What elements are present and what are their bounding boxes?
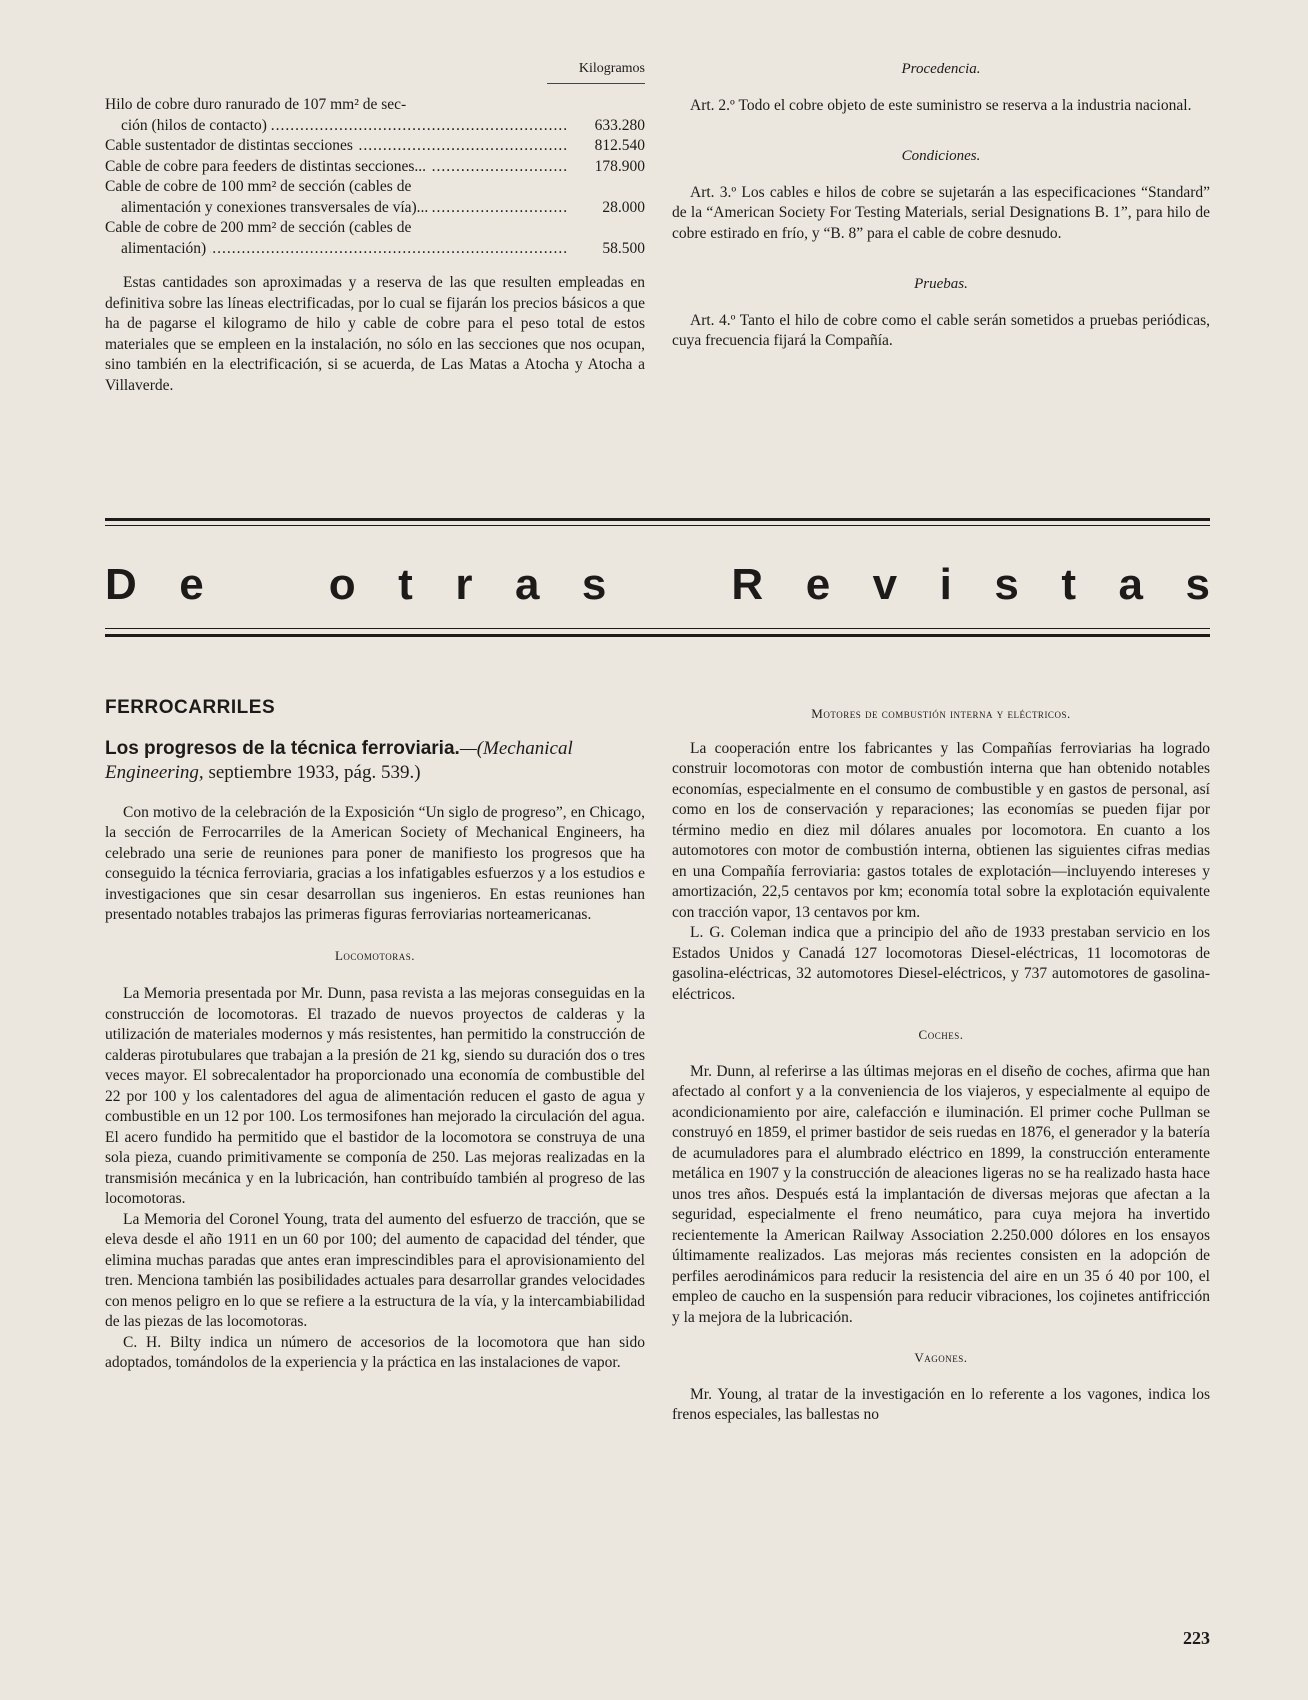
rule — [105, 525, 1210, 526]
section-banner — [105, 518, 1210, 648]
quantity-item — [105, 157, 645, 178]
articles-column — [672, 55, 1210, 352]
vagones-heading: Vagones. — [914, 1350, 968, 1365]
paragraph: Mr. Dunn, al referirse a las últimas mejoras en el diseño de coches, afirma que han afectado al confort y a la conveniencia de los viajeros, y especialmente al equipo de acondicionamiento por aire, calefacción e iluminación. El primer coche Pullman se construyó en 1859, el primer bastidor de seis ruedas en 1876, el generador y la batería de acumuladores para el alumbrado eléctrico en 1899, la construcción enteramente metálica en 1907 y la construcción de aleaciones ligeras no se ha realizado hasta hace unos tres años. Después está la implantación de diversas mejoras que afectan a la seguridad, especialmente el freno neumático, para cuya mejora ha invertido recientemente la American Railway Association 2.250.000 dólores en los ensayos últimamente realizados. Las mejoras más recientes consisten en la adopción de perfiles aerodinámicos para reducir la resistencia del aire en un 35 ó 40 por 100, el empleo de caucho en la suspensión para reducir vibraciones, los cojinetes antifricción y la mejora de la lubricación. — [672, 1062, 1210, 1326]
banner-letter: s — [581, 560, 607, 609]
paragraph: La Memoria del Coronel Young, trata del aumento del esfuerzo de tracción, que se eleva desde el año 1911 en un 60 por 100; del aumento de capacidad del ténder, que elimina muchas paradas que antes eran imprescindibles para el aprovisionamiento del tren. Menciona también las posibilidades actuales para desarrollar grandes velocidades con menos peligro en lo que se refiere a la estructura de la vía, y la intercambiabilidad de las piezas de las locomotoras. — [105, 1210, 645, 1330]
banner-letter: t — [398, 560, 413, 609]
banner-letter: e — [179, 560, 204, 609]
ferrocarriles-column — [105, 698, 645, 1374]
procedencia-heading: Procedencia. — [901, 61, 981, 77]
article-source: —(Mechanical Engineering, — [105, 737, 573, 783]
quantities-note: Estas cantidades son aproximadas y a reserva de las que resulten empleadas en definitiva sobre las líneas electrificadas, por lo cual se fijarán los precios básicos a que ha de pagarse el kilogramo de hilo y cable de cobre para el peso total de estos materiales que se empleen en la instalación, no sólo en las secciones que nos ocupan, sino también en la electrificación, si se acuerda, de Las Matas a Atocha y Atocha a Villaverde. — [105, 274, 645, 394]
motores-heading: Motores de combustión interna y eléctricos. — [811, 706, 1071, 721]
quantity-item — [105, 218, 645, 259]
banner-letter: o — [328, 560, 356, 609]
article-title-text: Los progresos de la técnica ferroviaria. — [105, 737, 460, 759]
banner-letter: e — [805, 560, 831, 609]
locomotoras-heading: Locomotoras. — [334, 947, 416, 963]
section-heading: FERROCARRILES — [105, 697, 276, 718]
article-4: Art. 4.º Tanto el hilo de cobre como el cable serán sometidos a pruebas periódicas, cuya frecuencia fijará la Compañía. — [672, 311, 1210, 349]
item-line: Cable de cobre de 200 mm² de sección (cables de — [105, 219, 412, 236]
item-line: Cable de cobre de 100 mm² de sección (cables de — [105, 178, 412, 195]
paragraph: L. G. Coleman indica que a principio del año de 1933 prestaban servicio en los Estados Unidos y Canadá 127 locomotoras Diesel-eléctricas, 11 locomotoras de gasolina-eléctricas, 32 automotores Diesel-eléctricos, y 737 automotores de gasolina-eléctricos. — [672, 924, 1210, 1003]
coches-heading: Coches. — [918, 1027, 964, 1042]
item-quantity: 633.280 — [594, 116, 645, 134]
banner-letter: R — [731, 560, 764, 609]
item-description: alimentación y conexiones transversales de vía)... — [105, 198, 432, 219]
item-quantity: 812.540 — [594, 137, 645, 154]
article-2: Art. 2.º Todo el cobre objeto de este suministro se reserva a la industria nacional. — [690, 96, 1192, 114]
banner-letter: s — [994, 560, 1019, 609]
item-description: Cable de cobre para feeders de distintas secciones... — [105, 158, 430, 175]
item-description: Cable sustentador de distintas secciones — [105, 137, 357, 154]
rule — [105, 634, 1210, 637]
item-quantity: 178.900 — [594, 157, 645, 175]
condiciones-heading: Condiciones. — [901, 148, 981, 164]
article-date: septiembre 1933, pág. 539.) — [203, 761, 421, 783]
rule — [105, 628, 1210, 629]
quantity-item — [105, 95, 645, 136]
banner-letter: s — [1185, 560, 1210, 609]
banner-letter: v — [872, 560, 898, 609]
paragraph: Mr. Young, al tratar de la investigación en lo referente a los vagones, indica los frenos especiales, las ballestas no — [672, 1385, 1210, 1423]
paragraph: La Memoria presentada por Mr. Dunn, pasa revista a las mejoras conseguidas en la construcción de locomotoras. El trazado de nuevos proyectos de calderas y la utilización de materiales modernos y más resistentes, han permitido la construcción de calderas pirotubulares que trabajan a la presión de 21 kg, siendo su duración dos o tres veces mayor. El sobrecalentador ha proporcionado una economía de combustible del 22 por 100 y los calentadores del agua de alimentación reducen el gasto de agua y combustible en un 12 por 100. Los termosifones han mejorado la circulación del agua. El acero fundido ha permitido que el bastidor de la locomotora se construya de una sola pieza, cuando primitivamente se componía de 250. Las mejoras realizadas en la transmisión mecánica y en la lubricación, han contribuído también al progreso de las locomotoras. — [105, 985, 645, 1207]
banner-title — [105, 560, 1210, 610]
banner-letter: D — [105, 560, 137, 609]
banner-letter: a — [514, 560, 540, 609]
quantity-item — [105, 177, 645, 218]
item-quantity: 28.000 — [602, 198, 645, 216]
quantity-item — [105, 136, 645, 157]
paragraph: C. H. Bilty indica un número de accesorios de la locomotora que han sido adoptados, tomándolos de la experiencia y la práctica en las instalaciones de vapor. — [105, 1333, 645, 1371]
pruebas-heading: Pruebas. — [914, 276, 968, 292]
banner-letter: a — [1118, 560, 1144, 609]
quantity-list-column — [105, 55, 645, 396]
item-description: ción (hilos de contacto) — [105, 116, 271, 137]
item-quantity: 58.500 — [602, 239, 645, 257]
banner-letter: i — [939, 560, 952, 609]
banner-letter: t — [1061, 560, 1077, 609]
right-article-column — [672, 698, 1210, 1426]
article-title — [105, 737, 645, 785]
item-line: Hilo de cobre duro ranurado de 107 mm² de sec- — [105, 96, 407, 113]
article-3: Art. 3.º Los cables e hilos de cobre se sujetarán a las especificaciones “Standard” de la “American Society For Testing Materials, serial Designations B. 1”, para hilo de cobre estirado en frío, y “B. 8” para el cable de cobre desnudo. — [672, 183, 1210, 242]
unit-header: Kilogramos — [105, 55, 645, 95]
page-number: 223 — [1183, 1628, 1210, 1648]
rule — [105, 518, 1210, 521]
banner-letter: r — [455, 560, 473, 609]
paragraph: La cooperación entre los fabricantes y las Compañías ferroviarias ha logrado construir locomotoras con motor de combustión interna que han obtenido notables economías, especialmente en el consumo de combustible y en gastos de personal, así como en los de conservación y reparaciones; las economías se pueden fijar por término medio en diez mil dólares anuales por locomotora. En cuanto a los automotores con motor de combustión interna, obtienen las siguientes cifras medias en una Compañía ferroviaria: gastos totales de explotación—incluyendo intereses y amortización, 22,5 centavos por km; economía total sobre la explotación equivalente con tracción vapor, 13 centavos por km. — [672, 739, 1210, 921]
intro-paragraph: Con motivo de la celebración de la Exposición “Un siglo de progreso”, en Chicago, la sección de Ferrocarriles de la American Society of Mechanical Engineers, ha celebrado una serie de reuniones para poner de manifiesto los progresos que ha conseguido la técnica ferroviaria, gracias a los infatigables esfuerzos y a los estudios e investigaciones que sin cesar desarrollan sus ingenieros. En estas reuniones han presentado notables trabajos las primeras figuras ferroviarias norteamericanas. — [105, 803, 645, 923]
item-description: alimentación) — [105, 239, 210, 260]
